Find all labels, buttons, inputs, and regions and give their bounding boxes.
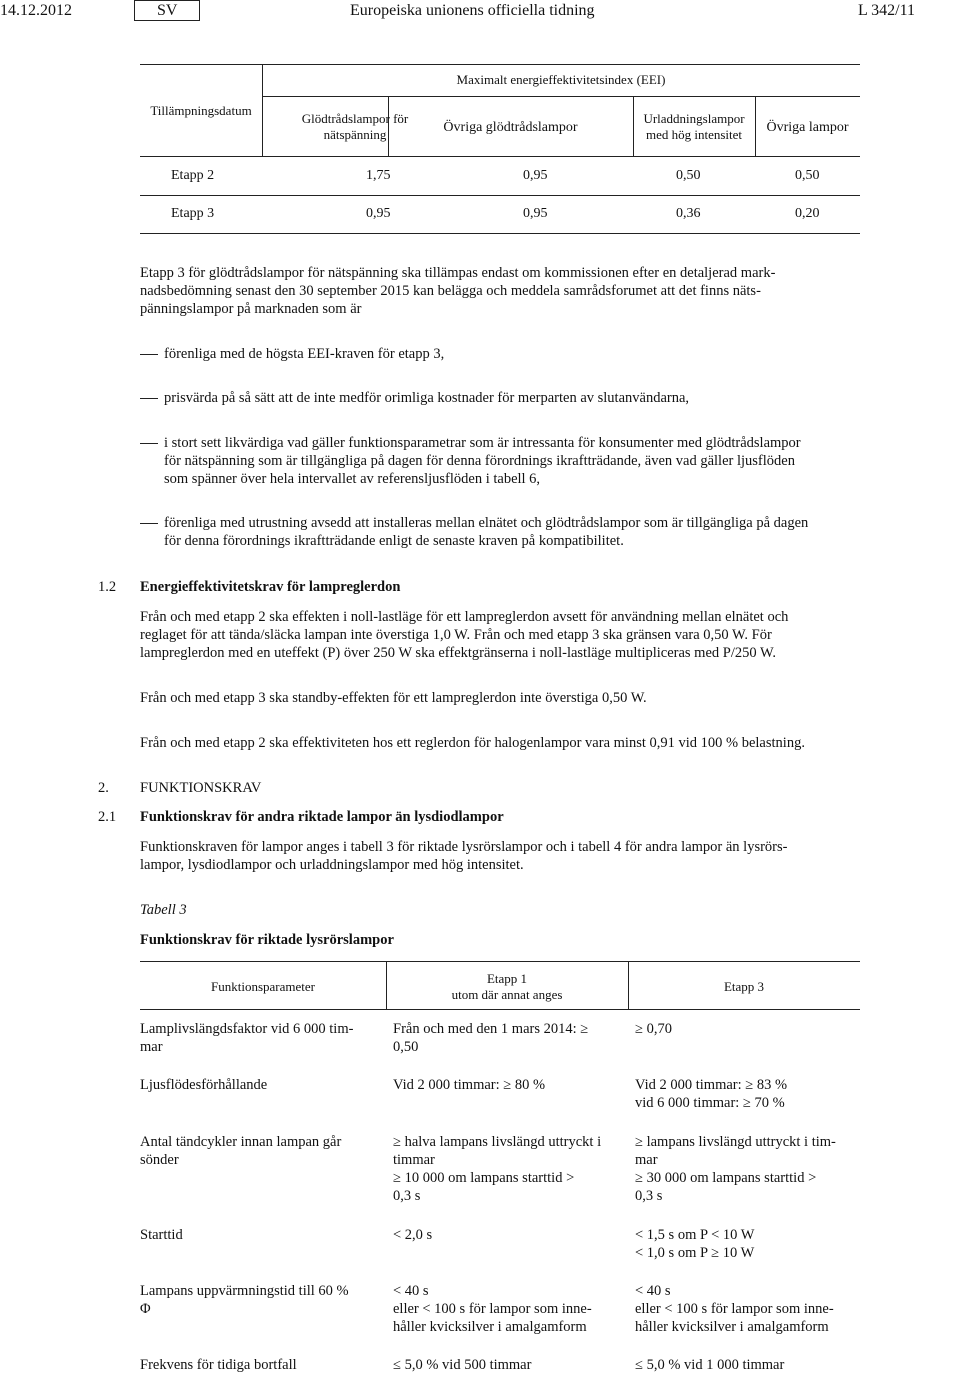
param-cell: sönder bbox=[140, 1152, 179, 1168]
etapp3-cell: ≥ lampans livslängd uttryckt i tim- bbox=[635, 1134, 836, 1150]
section-number: 2. bbox=[98, 780, 109, 796]
value-cell: 1,75 bbox=[366, 168, 391, 183]
bullet-text: som spänner över hela intervallet av referensljusflöden i tabell 6, bbox=[164, 471, 541, 487]
etapp1-cell: 0,3 s bbox=[393, 1188, 421, 1204]
text-line: nadsbedömning senast den 30 september 2015 kan belägga och meddela samrådsforumet att det finns näts- bbox=[140, 283, 761, 299]
etapp3-cell: ≥ 30 000 om lampans starttid > bbox=[635, 1170, 817, 1186]
section-title: Funktionskrav för andra riktade lampor än lysdiodlampor bbox=[140, 809, 504, 825]
param-cell: Frekvens för tidiga bortfall bbox=[140, 1357, 297, 1373]
dash-marker bbox=[140, 398, 158, 399]
col-group-header: Maximalt energieffektivitetsindex (EEI) bbox=[456, 72, 666, 87]
etapp1-cell: Från och med den 1 mars 2014: ≥ bbox=[393, 1021, 589, 1037]
param-cell: Antal tändcykler innan lampan går bbox=[140, 1134, 342, 1150]
text-line: Funktionskraven för lampor anges i tabell 3 för riktade lysrörslampor och i tabell 4 för andra lampor än lysrörs- bbox=[140, 839, 788, 855]
page-number: L 342/11 bbox=[858, 2, 916, 19]
bullet-text: förenliga med de högsta EEI-kraven för etapp 3, bbox=[164, 346, 445, 362]
param-cell: Φ bbox=[140, 1301, 151, 1317]
journal-title: Europeiska unionens officiella tidning bbox=[350, 2, 595, 19]
section-title: FUNKTIONSKRAV bbox=[140, 780, 262, 796]
table-title: Funktionskrav för riktade lysrörslampor bbox=[140, 932, 394, 948]
etapp1-cell: Vid 2 000 timmar: ≥ 80 % bbox=[393, 1077, 546, 1093]
param-cell: mar bbox=[140, 1039, 163, 1055]
section-number: 2.1 bbox=[98, 809, 117, 825]
col-header-param: Funktionsparameter bbox=[211, 979, 315, 994]
stage-cell: Etapp 2 bbox=[171, 168, 215, 183]
bullet-text: i stort sett likvärdiga vad gäller funktionsparametrar som är intressanta för konsumenter med glödtrådslampor bbox=[164, 435, 801, 451]
param-cell: Lamplivslängdsfaktor vid 6 000 tim- bbox=[140, 1021, 354, 1037]
col-header-date: Tillämpningsdatum bbox=[150, 103, 252, 118]
etapp3-cell: 0,3 s bbox=[635, 1188, 663, 1204]
paragraph: Från och med etapp 2 ska effektiviteten hos ett reglerdon för halogenlampor vara minst 0,91 vid 100 % belastning. bbox=[140, 735, 805, 751]
param-cell: Ljusflödesförhållande bbox=[140, 1077, 268, 1093]
etapp3-cell: < 1,0 s om P ≥ 10 W bbox=[635, 1245, 755, 1261]
table-label: Tabell 3 bbox=[140, 902, 187, 918]
value-cell: 0,95 bbox=[366, 206, 391, 221]
etapp1-cell: timmar bbox=[393, 1152, 435, 1168]
etapp1-cell: 0,50 bbox=[393, 1039, 419, 1055]
etapp3-cell: eller < 100 s för lampor som inne- bbox=[635, 1301, 834, 1317]
text-line: lampor, lysdiodlampor och urladdningslampor med hög intensitet. bbox=[140, 857, 524, 873]
value-cell: 0,50 bbox=[795, 168, 820, 183]
bullet-text: förenliga med utrustning avsedd att installeras mellan elnätet och glödtrådslampor som är tillgängliga på dagen bbox=[164, 515, 809, 531]
bullet-text: prisvärda på så sätt att de inte medför orimliga kostnader för merparten av slutanvändarna, bbox=[164, 390, 690, 406]
text-line: Etapp 3 för glödtrådslampor för nätspänning ska tillämpas endast om kommissionen efter en detaljerad mark- bbox=[140, 265, 776, 281]
dash-marker bbox=[140, 523, 158, 524]
col-header-etapp3: Etapp 3 bbox=[723, 979, 765, 994]
text-line: Från och med etapp 2 ska effekten i noll-lastläge för ett lampreglerdon avsett för användning mellan elnätet och bbox=[140, 609, 789, 625]
language-code: SV bbox=[134, 0, 200, 21]
bullet-text: för denna förordnings ikraftträdande enligt de senaste kraven på kompatibilitet. bbox=[164, 533, 624, 549]
etapp3-cell: mar bbox=[635, 1152, 658, 1168]
etapp3-cell: håller kvicksilver i amalgamform bbox=[635, 1319, 829, 1335]
paragraph: Från och med etapp 3 ska standby-effekten för ett lampreglerdon inte överstiga 0,50 W. bbox=[140, 690, 647, 706]
etapp1-cell: < 2,0 s bbox=[393, 1227, 433, 1243]
col-header-3: Urladdningslampor med hög intensitet bbox=[643, 111, 745, 142]
etapp1-cell: håller kvicksilver i amalgamform bbox=[393, 1319, 587, 1335]
text-line: pänningslampor på marknaden som är bbox=[140, 301, 362, 317]
etapp3-cell: ≤ 5,0 % vid 1 000 timmar bbox=[635, 1357, 785, 1373]
value-cell: 0,20 bbox=[795, 206, 820, 221]
text-line: lampreglerdon med en uteffekt (P) över 250 W ska effektgränserna i noll-lastläge multipliceras med P/250 W. bbox=[140, 645, 776, 661]
value-cell: 0,36 bbox=[676, 206, 701, 221]
publication-date: 14.12.2012 bbox=[0, 2, 72, 19]
col-header-etapp1: Etapp 1 bbox=[486, 971, 528, 986]
etapp3-cell: < 40 s bbox=[635, 1283, 671, 1299]
etapp3-cell: vid 6 000 timmar: ≥ 70 % bbox=[635, 1095, 785, 1111]
etapp1-cell: ≥ 10 000 om lampans starttid > bbox=[393, 1170, 575, 1186]
dash-marker bbox=[140, 354, 158, 355]
section-title: Energieffektivitetskrav för lampreglerdon bbox=[140, 579, 401, 595]
stage-cell: Etapp 3 bbox=[171, 206, 215, 221]
param-cell: Starttid bbox=[140, 1227, 183, 1243]
etapp1-cell: ≥ halva lampans livslängd uttryckt i bbox=[393, 1134, 602, 1150]
etapp1-cell: eller < 100 s för lampor som inne- bbox=[393, 1301, 592, 1317]
value-cell: 0,95 bbox=[523, 168, 548, 183]
col-header-etapp1-note: utom där annat anges bbox=[451, 987, 563, 1002]
value-cell: 0,50 bbox=[676, 168, 701, 183]
section-number: 1.2 bbox=[98, 579, 117, 595]
etapp3-cell: Vid 2 000 timmar: ≥ 83 % bbox=[635, 1077, 788, 1093]
col-header-4: Övriga lampor bbox=[766, 120, 849, 135]
param-cell: Lampans uppvärmningstid till 60 % bbox=[140, 1283, 349, 1299]
etapp1-cell: ≤ 5,0 % vid 500 timmar bbox=[393, 1357, 532, 1373]
col-header-1: Glödtrådslampor för nätspänning bbox=[301, 111, 409, 142]
col-header-2: Övriga glödtrådslampor bbox=[443, 120, 578, 135]
etapp1-cell: < 40 s bbox=[393, 1283, 429, 1299]
bullet-text: för nätspänning som är tillgängliga på dagen för denna förordnings ikraftträdande, även vad gäller ljusflöden bbox=[164, 453, 795, 469]
value-cell: 0,95 bbox=[523, 206, 548, 221]
dash-marker bbox=[140, 443, 158, 444]
etapp3-cell: ≥ 0,70 bbox=[635, 1021, 672, 1037]
etapp3-cell: < 1,5 s om P < 10 W bbox=[635, 1227, 755, 1243]
text-line: reglaget för att tända/släcka lampan inte överstiga 1,0 W. Från och med etapp 3 ska gränsen vara 0,50 W. För bbox=[140, 627, 772, 643]
